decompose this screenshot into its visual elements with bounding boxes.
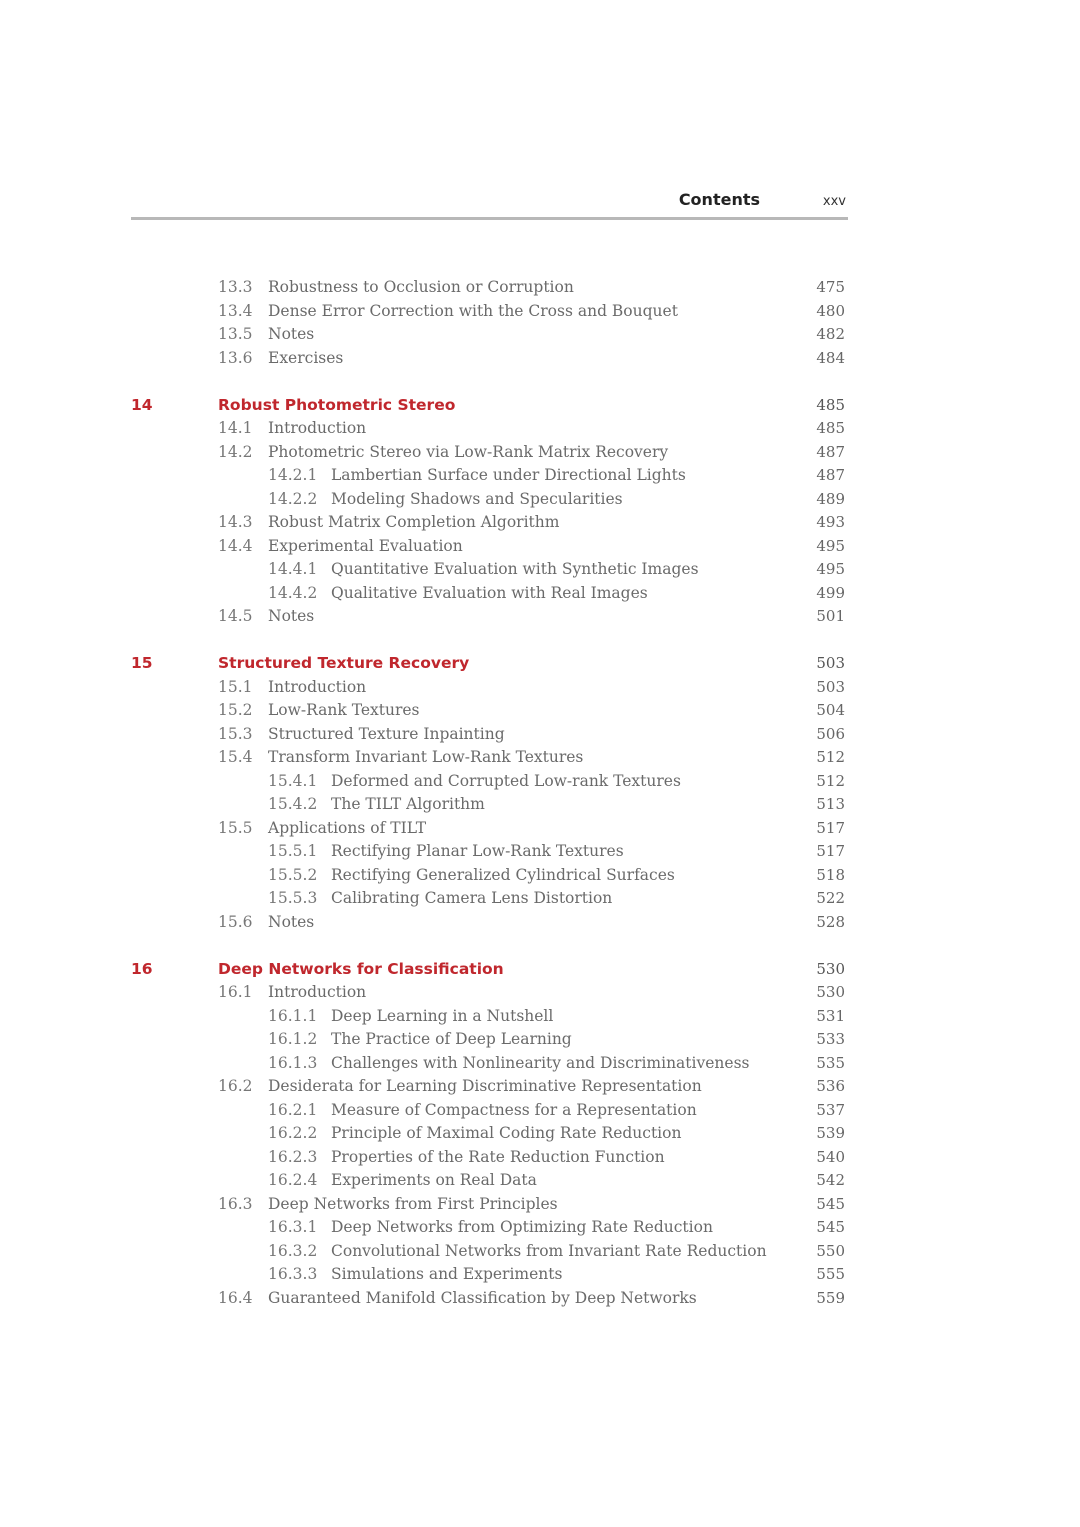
entry-page-number: 506 [816,724,845,743]
entry-title: Deep Learning in a Nutshell [331,1006,554,1025]
chapter-number: 14 [131,395,153,414]
entry-title: Notes [268,912,315,931]
entry-number: 15.5.3 [268,889,318,907]
toc-subsection-entry[interactable] [0,1169,1080,1193]
toc-subsection-entry[interactable] [0,793,1080,817]
entry-title: Introduction [268,677,367,696]
entry-number: 13.5 [218,325,253,343]
entry-title: The TILT Algorithm [331,795,485,813]
chapter-spacer [0,934,1080,958]
chapter-page-number: 503 [816,654,845,672]
entry-title: Exercises [268,348,344,367]
entry-page-number: 482 [816,325,845,343]
entry-page-number: 489 [816,489,845,508]
entry-page-number: 540 [816,1147,845,1166]
toc-section-entry[interactable] [0,817,1080,841]
entry-number: 14.2.1 [268,466,318,484]
entry-title: Experiments on Real Data [331,1171,537,1189]
entry-title: Calibrating Camera Lens Distortion [331,889,613,907]
entry-title: Deformed and Corrupted Low-rank Textures [331,771,681,790]
entry-number: 16.3.2 [268,1241,318,1260]
toc-subsection-entry[interactable] [0,1052,1080,1076]
chapter-page-number: 485 [816,395,845,414]
toc-section-entry[interactable] [0,417,1080,441]
entry-title: Low-Rank Textures [268,701,420,719]
entry-title: Rectifying Generalized Cylindrical Surfaces [331,865,675,884]
entry-title: Modeling Shadows and Specularities [331,489,623,508]
entry-page-number: 545 [816,1218,845,1236]
entry-number: 14.4.2 [268,583,318,602]
toc-chapter-entry[interactable] [0,958,1080,982]
toc-chapter-entry[interactable] [0,394,1080,418]
entry-number: 14.4 [218,536,253,555]
entry-page-number: 528 [816,912,845,931]
entry-number: 15.4.1 [268,771,318,790]
entry-number: 16.2.1 [268,1100,318,1119]
toc-section-entry[interactable] [0,1287,1080,1311]
toc-section-entry[interactable] [0,676,1080,700]
entry-title: Challenges with Nonlinearity and Discriminativeness [331,1053,750,1072]
entry-page-number: 533 [816,1030,845,1048]
entry-page-number: 487 [816,442,845,461]
toc-subsection-entry[interactable] [0,558,1080,582]
entry-title: Lambertian Surface under Directional Lights [331,466,686,484]
entry-number: 13.4 [218,301,253,320]
toc-section-entry[interactable] [0,441,1080,465]
entry-number: 15.6 [218,912,253,931]
entry-number: 16.1 [218,983,253,1001]
toc-section-entry[interactable] [0,276,1080,300]
entry-number: 14.3 [218,513,253,531]
toc-subsection-entry[interactable] [0,1216,1080,1240]
chapter-title: Robust Photometric Stereo [218,395,456,414]
entry-number: 15.2 [218,701,253,719]
toc-section-entry[interactable] [0,699,1080,723]
toc-section-entry[interactable] [0,323,1080,347]
entry-title: Transform Invariant Low-Rank Textures [268,748,584,766]
toc-subsection-entry[interactable] [0,1099,1080,1123]
entry-number: 13.6 [218,348,253,367]
entry-number: 16.2 [218,1077,253,1095]
toc-subsection-entry[interactable] [0,1240,1080,1264]
entry-title: Properties of the Rate Reduction Function [331,1147,665,1166]
toc-section-entry[interactable] [0,723,1080,747]
entry-page-number: 536 [816,1077,845,1095]
entry-title: Simulations and Experiments [331,1265,563,1283]
entry-page-number: 517 [816,818,845,837]
toc-chapter-entry[interactable] [0,652,1080,676]
entry-number: 14.5 [218,607,253,625]
toc-subsection-entry[interactable] [0,864,1080,888]
entry-title: Robust Matrix Completion Algorithm [268,513,560,531]
entry-page-number: 493 [816,513,845,531]
entry-number: 15.4.2 [268,795,318,813]
entry-number: 16.3.3 [268,1265,318,1283]
chapter-title: Deep Networks for Classification [218,959,504,978]
entry-page-number: 475 [816,278,845,296]
entry-title: Convolutional Networks from Invariant Rate Reduction [331,1241,767,1260]
entry-page-number: 501 [816,607,845,625]
entry-number: 15.4 [218,748,253,766]
entry-number: 16.3.1 [268,1218,318,1236]
entry-page-number: 503 [816,677,845,696]
entry-page-number: 487 [816,466,845,484]
toc-subsection-entry[interactable] [0,464,1080,488]
entry-title: Introduction [268,419,367,437]
entry-number: 14.2 [218,442,253,461]
chapter-title: Structured Texture Recovery [218,654,470,672]
entry-page-number: 499 [816,583,845,602]
table-of-contents [0,276,1080,1310]
entry-title: Qualitative Evaluation with Real Images [331,583,648,602]
chapter-number: 15 [131,654,153,672]
entry-number: 15.5 [218,818,253,837]
entry-number: 13.3 [218,278,253,296]
entry-number: 16.2.2 [268,1124,318,1142]
entry-title: Dense Error Correction with the Cross and Bouquet [268,301,678,320]
entry-number: 15.3 [218,724,253,743]
toc-section-entry[interactable] [0,511,1080,535]
entry-title: Applications of TILT [268,818,427,837]
entry-page-number: 522 [816,889,845,907]
entry-page-number: 513 [816,795,845,813]
entry-number: 16.1.3 [268,1053,318,1072]
entry-number: 15.1 [218,677,253,696]
entry-number: 14.4.1 [268,560,318,578]
entry-number: 15.5.2 [268,865,318,884]
entry-title: Principle of Maximal Coding Rate Reduction [331,1124,682,1142]
toc-section-entry[interactable] [0,535,1080,559]
toc-subsection-entry[interactable] [0,488,1080,512]
header-rule [131,217,848,220]
running-head [131,188,848,212]
entry-page-number: 484 [816,348,845,367]
toc-subsection-entry[interactable] [0,887,1080,911]
entry-title: Structured Texture Inpainting [268,724,505,743]
entry-page-number: 559 [816,1288,845,1307]
entry-title: Desiderata for Learning Discriminative Representation [268,1077,702,1095]
entry-page-number: 531 [816,1006,845,1025]
entry-title: The Practice of Deep Learning [331,1030,572,1048]
entry-page-number: 539 [816,1124,845,1142]
entry-number: 16.1.1 [268,1006,318,1025]
entry-page-number: 518 [816,865,845,884]
toc-section-entry[interactable] [0,746,1080,770]
entry-page-number: 480 [816,301,845,320]
toc-section-entry[interactable] [0,1193,1080,1217]
running-head-page-number: xxv [822,194,846,209]
entry-title: Measure of Compactness for a Representation [331,1100,697,1119]
toc-section-entry[interactable] [0,981,1080,1005]
entry-page-number: 517 [816,842,845,860]
entry-title: Deep Networks from First Principles [268,1194,558,1213]
toc-subsection-entry[interactable] [0,840,1080,864]
entry-page-number: 545 [816,1194,845,1213]
entry-number: 16.3 [218,1194,253,1213]
entry-number: 16.2.4 [268,1171,318,1189]
entry-page-number: 535 [816,1053,845,1072]
toc-subsection-entry[interactable] [0,1122,1080,1146]
entry-number: 16.4 [218,1288,253,1307]
toc-subsection-entry[interactable] [0,582,1080,606]
entry-page-number: 530 [816,983,845,1001]
chapter-spacer [0,629,1080,653]
entry-page-number: 485 [816,419,845,437]
entry-page-number: 504 [816,701,845,719]
toc-section-entry[interactable] [0,1075,1080,1099]
entry-number: 14.1 [218,419,253,437]
entry-number: 16.2.3 [268,1147,318,1166]
entry-page-number: 550 [816,1241,845,1260]
entry-number: 15.5.1 [268,842,318,860]
toc-section-entry[interactable] [0,347,1080,371]
entry-title: Guaranteed Manifold Classification by Deep Networks [268,1288,697,1307]
entry-page-number: 555 [816,1265,845,1283]
entry-title: Notes [268,325,315,343]
entry-page-number: 495 [816,536,845,555]
entry-page-number: 542 [816,1171,845,1189]
toc-section-entry[interactable] [0,605,1080,629]
entry-page-number: 495 [816,560,845,578]
running-head-title: Contents [678,190,760,209]
toc-section-entry[interactable] [0,300,1080,324]
entry-title: Rectifying Planar Low-Rank Textures [331,842,624,860]
toc-subsection-entry[interactable] [0,1005,1080,1029]
entry-title: Quantitative Evaluation with Synthetic Images [331,560,699,578]
toc-section-entry[interactable] [0,911,1080,935]
toc-subsection-entry[interactable] [0,1263,1080,1287]
entry-title: Photometric Stereo via Low-Rank Matrix Recovery [268,442,669,461]
entry-page-number: 512 [816,771,845,790]
entry-number: 16.1.2 [268,1030,318,1048]
entry-number: 14.2.2 [268,489,318,508]
entry-title: Deep Networks from Optimizing Rate Reduction [331,1218,713,1236]
entry-title: Notes [268,607,315,625]
entry-page-number: 537 [816,1100,845,1119]
chapter-page-number: 530 [816,959,845,978]
entry-title: Robustness to Occlusion or Corruption [268,278,574,296]
chapter-spacer [0,370,1080,394]
toc-subsection-entry[interactable] [0,1028,1080,1052]
entry-title: Introduction [268,983,367,1001]
toc-subsection-entry[interactable] [0,1146,1080,1170]
toc-subsection-entry[interactable] [0,770,1080,794]
entry-title: Experimental Evaluation [268,536,463,555]
entry-page-number: 512 [816,748,845,766]
chapter-number: 16 [131,959,153,978]
